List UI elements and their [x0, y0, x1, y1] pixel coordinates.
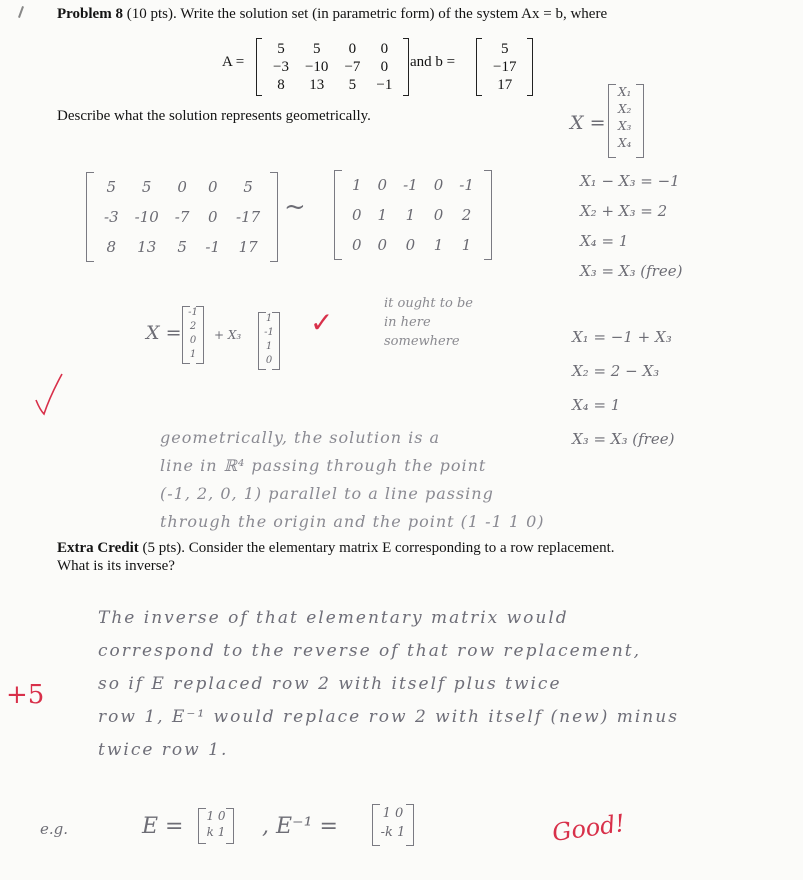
- reduced-cell: 0: [377, 236, 388, 254]
- x-vector-entry: X₃: [618, 119, 632, 133]
- reduced-cell: -1: [403, 176, 418, 194]
- eg-label: e.g.: [40, 820, 69, 838]
- problem-prompt: Write the solution set (in parametric form) of the system Ax = b, where: [180, 6, 608, 22]
- parametric-equations: [572, 320, 674, 456]
- e-inverse-row: 1 0: [382, 806, 404, 821]
- reduced-cell: 0: [433, 176, 444, 194]
- answer-line: correspond to the reverse of that row replacement,: [98, 641, 642, 661]
- reduced-cell: 0: [352, 236, 362, 254]
- solution-constant-vector: [182, 306, 204, 364]
- answer-line: so if E replaced row 2 with itself plus twice: [98, 674, 562, 694]
- e-matrix-row: k 1: [206, 825, 226, 839]
- vector-b-row: [485, 40, 524, 58]
- geometric-description: [160, 424, 545, 536]
- solution-direction-entry: -1: [264, 327, 274, 338]
- matrix-a-cell: 5: [277, 41, 285, 57]
- augmented-cell: 5: [177, 238, 187, 256]
- reduced-row: [344, 170, 482, 200]
- augmented-cell: -1: [205, 238, 221, 256]
- solution-direction-entry: 1: [265, 313, 273, 324]
- geometric-line: line in ℝ⁴ passing through the point: [160, 456, 487, 475]
- geometric-line: geometrically, the solution is a: [160, 428, 441, 447]
- reduced-row: [344, 230, 482, 260]
- matrix-a: [256, 38, 409, 96]
- x-vector: [608, 84, 644, 158]
- solution-constant-entry: -1: [188, 307, 198, 318]
- augmented-row: [96, 202, 268, 232]
- extra-credit-question: What is its inverse?: [57, 558, 175, 574]
- solution-constant-entry: 1: [189, 349, 197, 360]
- equation-line: X₄ = 1: [580, 232, 629, 250]
- problem-title: Problem 8: [57, 6, 123, 22]
- geometric-line: through the origin and the point (1 -1 1 0): [160, 512, 545, 531]
- matrix-a-cell: −10: [304, 59, 329, 75]
- solution-direction-entry: 1: [265, 341, 273, 352]
- augmented-cell: -17: [236, 208, 261, 226]
- augmented-cell: 5: [106, 178, 117, 196]
- augmented-cell: -10: [134, 208, 159, 226]
- matrix-a-cell: 5: [348, 77, 357, 93]
- matrix-a-cell: −7: [344, 59, 361, 75]
- grader-note-line: somewhere: [384, 334, 460, 349]
- matrix-a-cell: 0: [348, 41, 357, 57]
- extra-credit-answer: [98, 602, 679, 767]
- equations-from-rref: [580, 166, 682, 286]
- row-equivalent-tilde: ~: [284, 192, 306, 222]
- vector-b-row: [485, 58, 524, 76]
- matrix-a-cell: 0: [380, 59, 389, 75]
- equation-line: X₂ + X₃ = 2: [580, 202, 668, 220]
- vector-b-cell: 5: [500, 41, 509, 57]
- extra-credit-heading: [57, 540, 614, 557]
- matrix-a-cell: 13: [309, 77, 325, 93]
- plus-x3: + X₃: [214, 328, 242, 342]
- reduced-cell: 1: [377, 206, 388, 224]
- vector-b-cell: −17: [493, 59, 517, 75]
- equation-line: X₃ = X₃ (free): [580, 262, 683, 280]
- answer-line: row 1, E⁻¹ would replace row 2 with itself (new) minus: [98, 707, 679, 727]
- parametric-equation-line: X₃ = X₃ (free): [572, 430, 675, 448]
- matrix-a-row: [265, 58, 400, 76]
- reduced-cell: 0: [377, 176, 388, 194]
- solution-label: X =: [146, 322, 182, 344]
- augmented-cell: 0: [207, 208, 218, 226]
- reduced-cell: 1: [405, 206, 416, 224]
- x-vector-label: X =: [570, 112, 606, 134]
- extra-credit-prompt: Consider the elementary matrix E corresponding to a row replacement.: [188, 540, 615, 556]
- solution-constant-entry: 2: [189, 321, 197, 332]
- augmented-cell: 5: [141, 178, 152, 196]
- x-vector-entry: X₂: [618, 102, 632, 116]
- parametric-equation-line: X₂ = 2 − X₃: [572, 362, 660, 380]
- grader-note: [384, 294, 473, 351]
- red-good-comment: Good!: [550, 809, 627, 847]
- augmented-cell: 13: [137, 238, 157, 256]
- equation-line: X₁ − X₃ = −1: [580, 172, 680, 190]
- reduced-cell: 1: [352, 176, 362, 194]
- augmented-cell: 0: [207, 178, 218, 196]
- extra-credit-title: Extra Credit: [57, 540, 139, 556]
- reduced-cell: -1: [459, 176, 474, 194]
- augmented-cell: 17: [238, 238, 258, 256]
- reduced-matrix: [334, 170, 492, 260]
- answer-line: twice row 1.: [98, 740, 229, 760]
- matrix-a-label: A =: [222, 54, 245, 70]
- geometric-line: (-1, 2, 0, 1) parallel to a line passing: [160, 484, 494, 503]
- red-check-mark: ✓: [310, 306, 334, 339]
- matrix-a-cell: 5: [312, 41, 321, 57]
- parametric-equation-line: X₄ = 1: [572, 396, 621, 414]
- vector-b: [476, 38, 533, 96]
- solution-constant-entry: 0: [189, 335, 197, 346]
- augmented-cell: -7: [174, 208, 190, 226]
- augmented-cell: 8: [106, 238, 117, 256]
- problem-8-heading: [57, 6, 607, 23]
- reduced-cell: 1: [433, 236, 444, 254]
- augmented-row: [96, 172, 268, 202]
- e-matrix-label: E =: [142, 814, 184, 839]
- x-vector-entry: X₁: [618, 85, 632, 99]
- margin-tick: [18, 6, 24, 18]
- e-inverse-row: -k 1: [380, 825, 406, 840]
- e-matrix: [198, 808, 234, 844]
- margin-check-icon: [32, 370, 66, 420]
- extra-credit-points: (5 pts).: [142, 540, 186, 556]
- reduced-cell: 2: [461, 206, 472, 224]
- augmented-cell: 0: [177, 178, 187, 196]
- problem-points: (10 pts).: [126, 6, 177, 22]
- parametric-equation-line: X₁ = −1 + X₃: [572, 328, 672, 346]
- e-inverse-label: , E⁻¹ =: [262, 814, 338, 839]
- augmented-cell: 5: [243, 178, 253, 196]
- matrix-a-row: [265, 40, 400, 58]
- and-b-label: and b =: [410, 54, 456, 70]
- vector-b-cell: 17: [497, 77, 513, 93]
- augmented-cell: -3: [104, 208, 119, 226]
- reduced-row: [344, 200, 482, 230]
- grader-note-line: it ought to be: [384, 296, 473, 311]
- e-matrix-row: 1 0: [206, 809, 226, 823]
- matrix-a-cell: 8: [277, 77, 285, 93]
- grader-note-line: in here: [384, 315, 431, 330]
- e-inverse-matrix: [372, 804, 414, 846]
- answer-line: The inverse of that elementary matrix would: [98, 608, 569, 628]
- red-score-plus-5: +5: [6, 680, 45, 710]
- x-vector-entry: X₄: [618, 136, 632, 150]
- geometric-question: Describe what the solution represents geometrically.: [57, 108, 371, 124]
- reduced-cell: 0: [352, 206, 362, 224]
- reduced-cell: 1: [461, 236, 472, 254]
- reduced-cell: 0: [405, 236, 416, 254]
- matrix-a-cell: −1: [376, 77, 393, 93]
- augmented-matrix: [86, 172, 278, 262]
- solution-direction-entry: 0: [265, 355, 273, 366]
- augmented-row: [96, 232, 268, 262]
- solution-direction-vector: [258, 312, 280, 370]
- vector-b-row: [485, 76, 524, 94]
- reduced-cell: 0: [433, 206, 444, 224]
- matrix-a-cell: 0: [380, 41, 389, 57]
- matrix-a-cell: −3: [273, 59, 289, 75]
- matrix-a-row: [265, 76, 400, 94]
